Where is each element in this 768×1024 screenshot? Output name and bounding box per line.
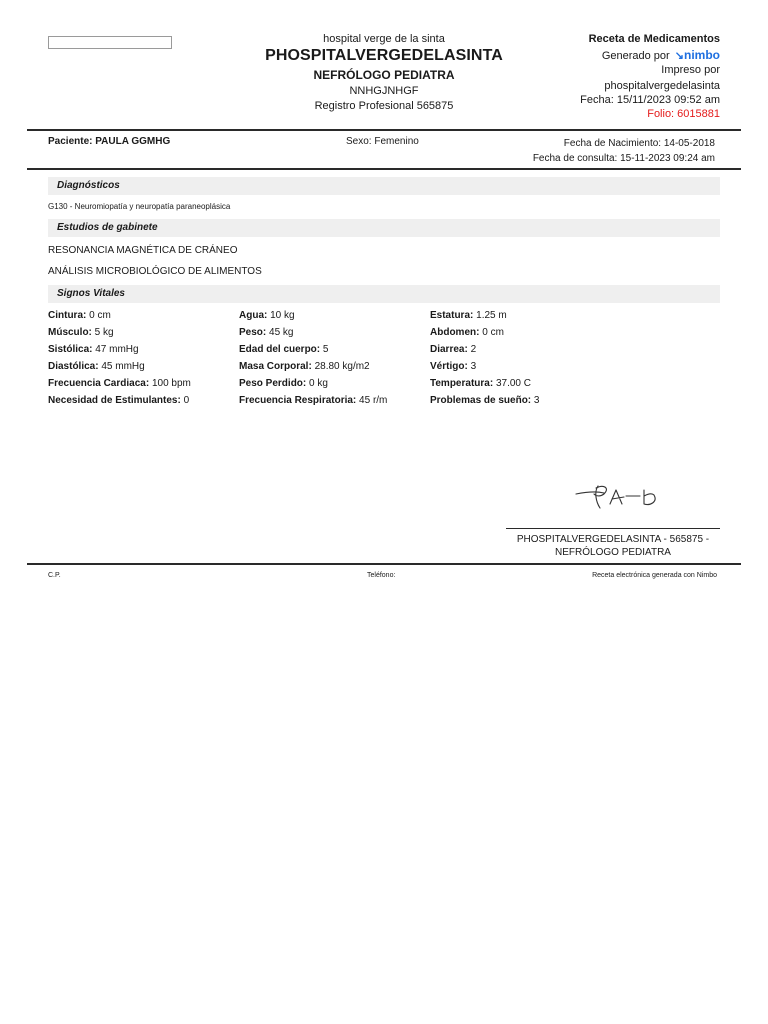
vital-row [239,361,387,378]
prescription-date: Fecha: 15/11/2023 09:52 am [580,94,720,106]
divider [27,168,741,170]
generated-by [490,48,720,62]
vital-row [430,344,539,361]
vital-value: 0 [183,395,190,406]
vital-label: Abdomen: [430,327,480,338]
doctor-specialty: NEFRÓLOGO PEDIATRA [313,68,455,82]
study-item: RESONANCIA MAGNÉTICA DE CRÁNEO [48,245,238,256]
vital-label: Frecuencia Cardiaca: [48,378,150,389]
footer-note: Receta electrónica generada con Nimbo [592,572,717,579]
section-title: Signos Vitales [57,288,125,299]
vital-label: Cintura: [48,310,87,321]
vital-label: Necesidad de Estimulantes: [48,395,181,406]
signature-specialty: NEFRÓLOGO PEDIATRA [555,547,671,558]
professional-registration: Registro Profesional 565875 [314,100,454,112]
printed-by-label: Impreso por [661,64,720,76]
vital-row [48,310,191,327]
vitals-column [239,310,387,412]
vital-row [48,378,191,395]
vital-value: 5 [322,344,329,355]
vital-value: 45 mmHg [101,361,145,372]
vital-value: 28.80 kg/m2 [314,361,370,372]
vital-label: Problemas de sueño: [430,395,532,406]
nimbo-logo-icon: ↘ [674,50,684,62]
vital-label: Sistólica: [48,344,93,355]
vital-label: Peso: [239,327,267,338]
section-header-diagnosis [48,177,720,195]
divider [27,129,741,131]
vital-row [239,395,387,412]
hospital-name-small: hospital verge de la sinta [323,33,445,45]
vitals-column [430,310,539,412]
vital-row [48,395,191,412]
vital-label: Peso Perdido: [239,378,307,389]
vital-value: 0 cm [89,310,111,321]
vital-row [430,378,539,395]
vital-value: 100 bpm [151,378,191,389]
vital-label: Agua: [239,310,268,321]
patient-name: Paciente: PAULA GGMHG [48,136,171,147]
vital-row [239,344,387,361]
vital-value: 3 [533,395,540,406]
vital-row [430,395,539,412]
vital-value: 1.25 m [476,310,507,321]
vital-label: Masa Corporal: [239,361,312,372]
consult-date: Fecha de consulta: 15-11-2023 09:24 am [532,153,715,164]
doctor-code: NNHGJNHGF [349,85,419,97]
vital-row [239,378,387,395]
vital-row [239,327,387,344]
printed-by-value: phospitalvergedelasinta [604,80,720,92]
section-title: Diagnósticos [57,180,120,191]
handwritten-signature [574,482,664,510]
vital-label: Temperatura: [430,378,494,389]
vital-value: 0 cm [482,327,504,338]
vital-value: 5 kg [94,327,114,338]
vital-value: 0 kg [309,378,328,389]
vital-value: 2 [470,344,477,355]
generated-by-label: Generado por [601,50,670,62]
signature-caption [506,533,720,559]
vital-value: 37.00 C [495,378,531,389]
vital-value: 45 r/m [359,395,388,406]
signature-line [506,528,720,529]
section-header-studies [48,219,720,237]
vital-label: Músculo: [48,327,92,338]
section-header-vitals [48,285,720,303]
vital-row [48,327,191,344]
vital-label: Vértigo: [430,361,468,372]
folio-number: Folio: 6015881 [647,108,720,120]
vital-label: Estatura: [430,310,474,321]
vital-row [239,310,387,327]
vital-label: Diarrea: [430,344,468,355]
vital-value: 10 kg [270,310,295,321]
footer-postal-code: C.P. [48,572,61,579]
vital-label: Frecuencia Respiratoria: [239,395,357,406]
study-item: ANÁLISIS MICROBIOLÓGICO DE ALIMENTOS [48,266,262,277]
vital-value: 45 kg [269,327,294,338]
section-title: Estudios de gabinete [57,222,158,233]
diagnosis-item: G130 - Neuromiopatía y neuropatía paraneoplásica [48,202,231,211]
vital-row [48,344,191,361]
vital-row [430,327,539,344]
logo-placeholder [48,36,172,49]
brand-name: nimbo [684,48,720,62]
prescription-title: Receta de Medicamentos [588,33,720,45]
vital-label: Edad del cuerpo: [239,344,321,355]
vital-value: 47 mmHg [95,344,139,355]
patient-dob: Fecha de Nacimiento: 14-05-2018 [563,138,715,149]
hospital-name: PHOSPITALVERGEDELASINTA [265,47,503,64]
divider [27,563,741,565]
vital-row [430,361,539,378]
vital-row [430,310,539,327]
signature-name: PHOSPITALVERGEDELASINTA - 565875 - [516,534,710,545]
vital-row [48,361,191,378]
vital-value: 3 [470,361,477,372]
vitals-column [48,310,191,412]
patient-sex: Sexo: Femenino [346,136,419,147]
vital-label: Diastólica: [48,361,99,372]
footer-phone: Teléfono: [367,572,396,579]
